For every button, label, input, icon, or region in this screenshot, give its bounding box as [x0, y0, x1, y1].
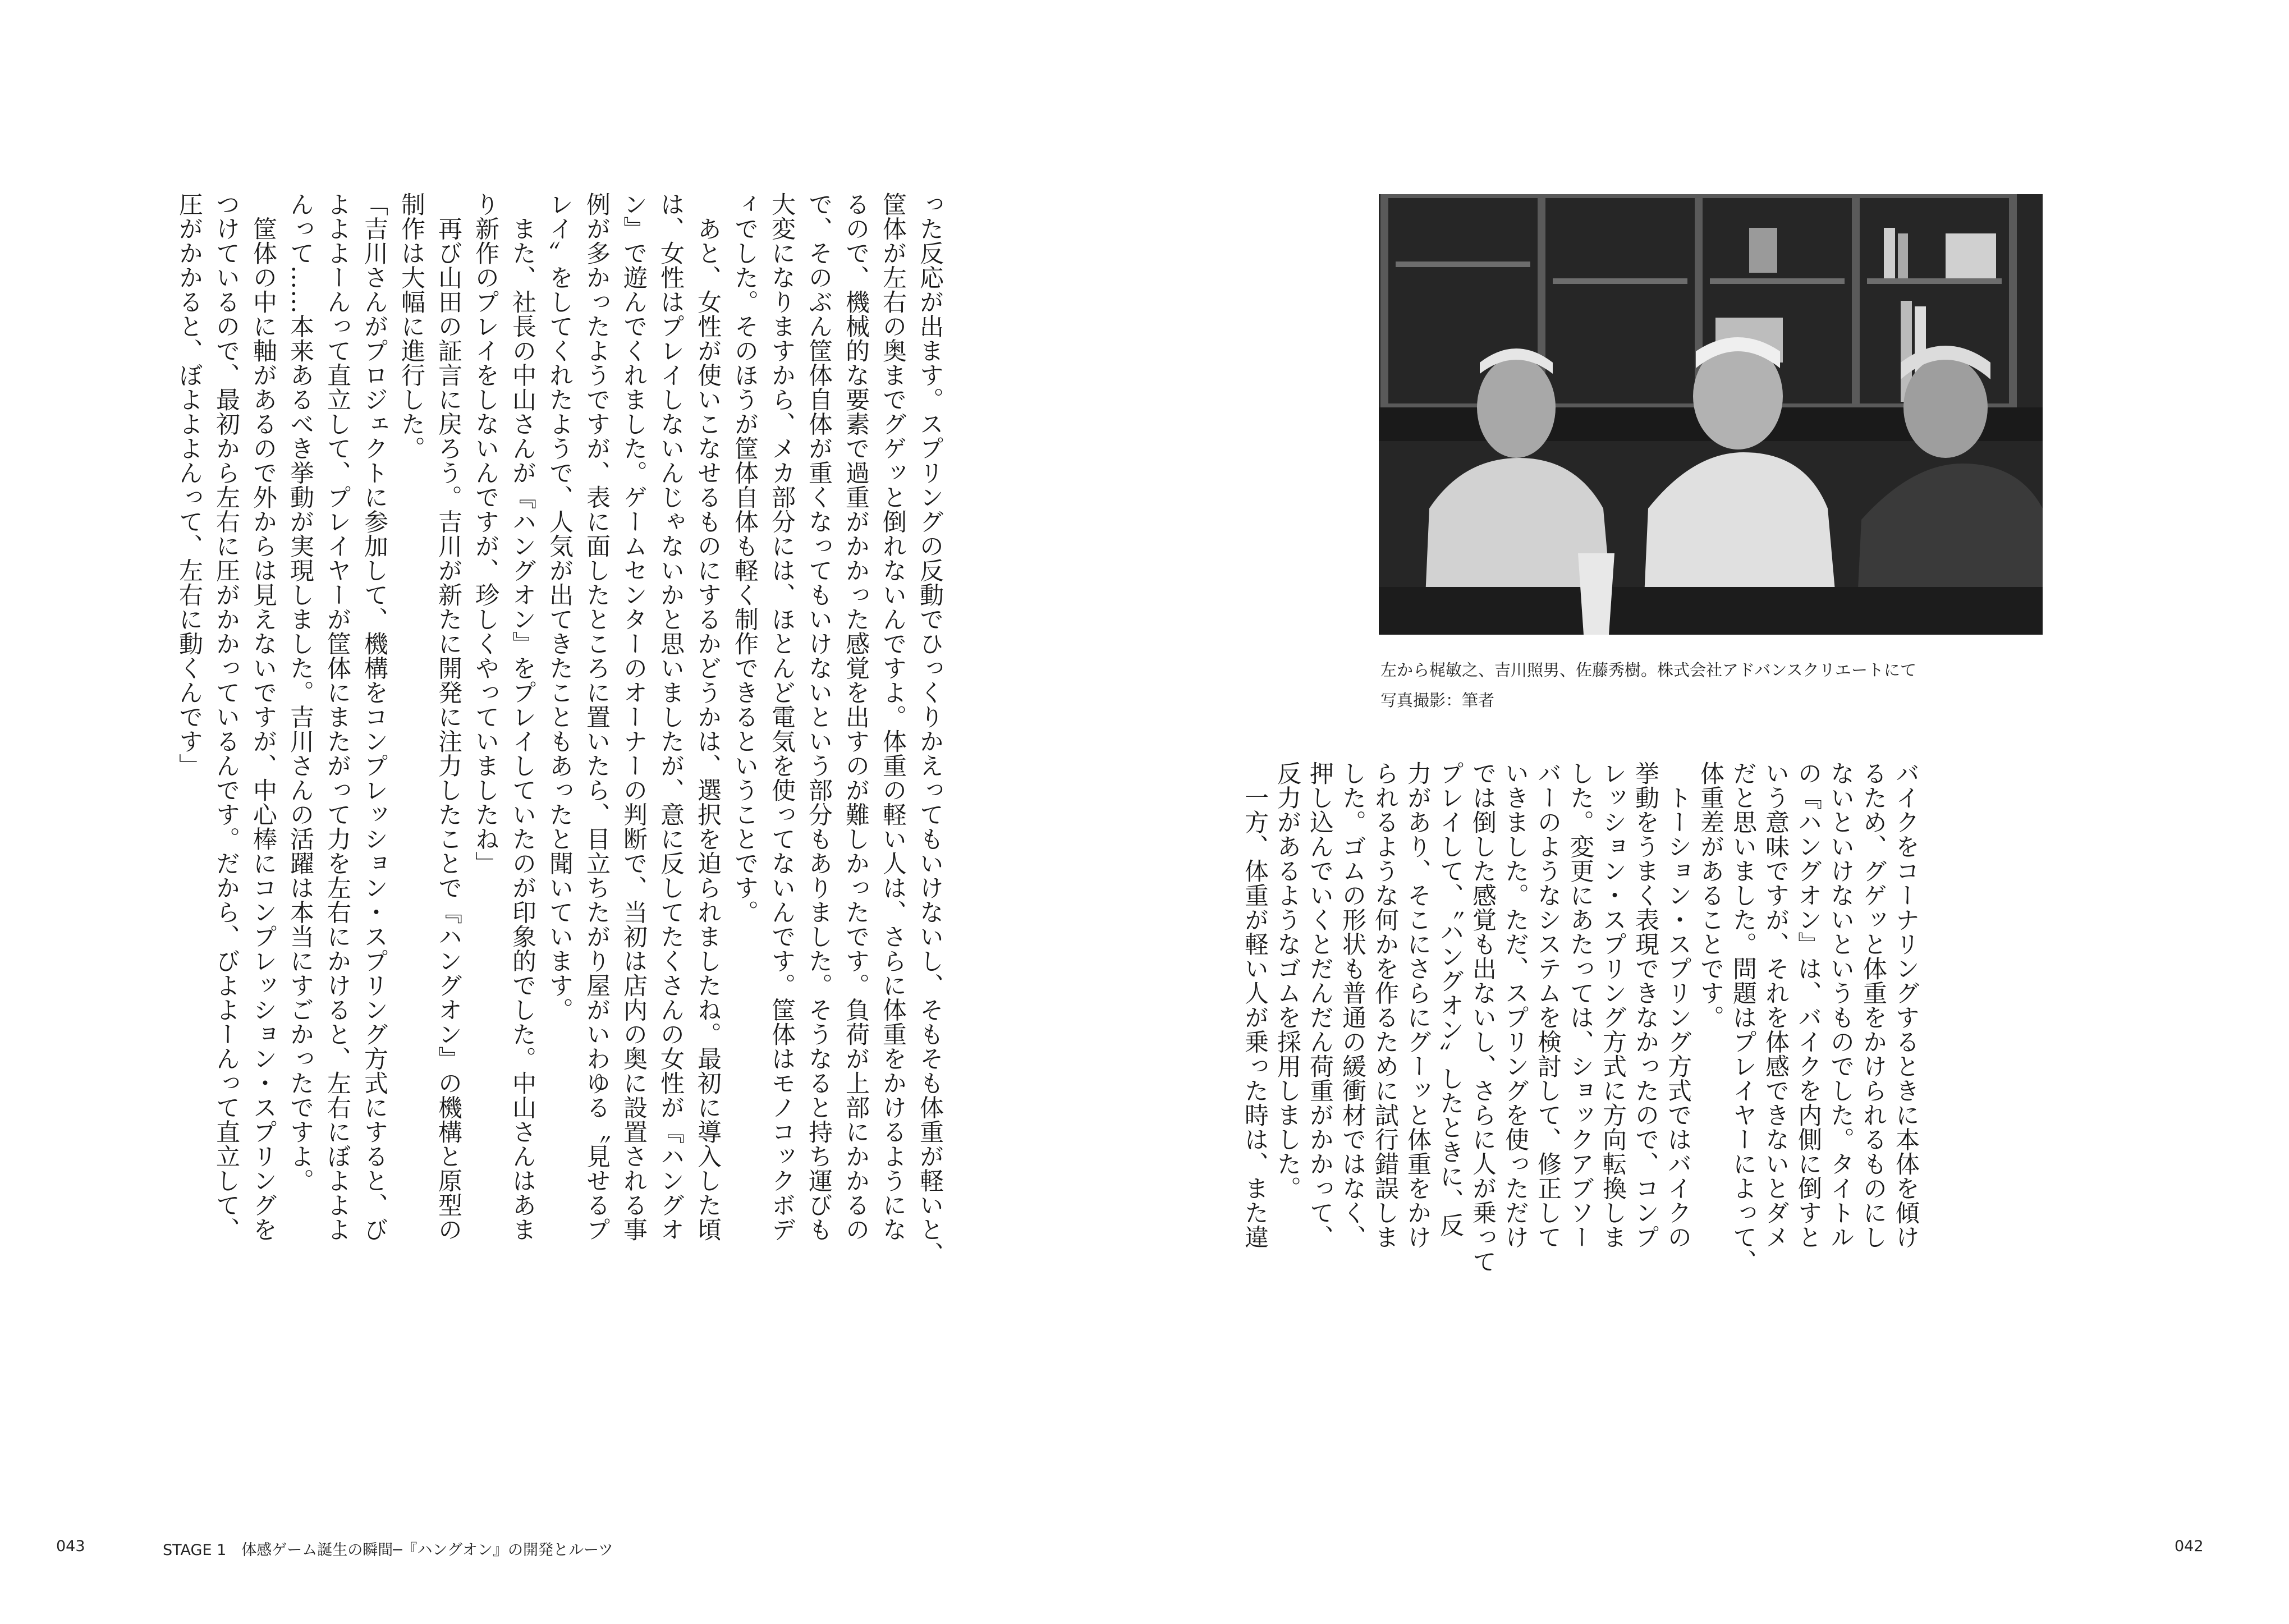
text-column: 押し込んでいくとだんだん荷重がかかって、 [1306, 761, 1334, 1249]
text-column: 大変になりますから、メカ部分には、ほとんど電気を使ってないんです。筐体はモノコックボデ [768, 192, 796, 1242]
text-column: った反応が出ます。スプリングの反動でひっくりかえってもいけないし、そもそも体重が軽いと、 [916, 192, 944, 1266]
text-column: ィでした。そのほうが筐体自体も軽く制作できるということです。 [731, 192, 759, 924]
text-column: で、そのぶん筐体自体が重くなってもいけないという部分もありました。そうなると持ち運びも [805, 192, 833, 1242]
text-column: プレイして、〝ハングオン〟したときに、反 [1436, 761, 1464, 1237]
text-column: いう意味ですが、それを体感できないとダメ [1762, 761, 1790, 1249]
photo-caption: 左から梶敏之、吉川照男、佐藤秀樹。株式会社アドバンスクリエートにて [1380, 660, 1916, 680]
text-column: 「吉川さんがプロジェクトに参加して、機構をコンプレッション・スプリング方式にすると、び [360, 192, 388, 1242]
text-column: トーション・スプリング方式ではバイクの [1664, 761, 1692, 1249]
text-column: 制作は大幅に進行した。 [397, 192, 425, 461]
running-head: STAGE 1 体感ゲーム誕生の瞬間─『ハングオン』の開発とルーツ [163, 1542, 613, 1559]
text-column: るため、グゲッと体重をかけられるものにし [1859, 761, 1887, 1249]
text-column: 体重差があることです。 [1696, 761, 1724, 1030]
text-column: るので、機械的な要素で過重がかかった感覚を出すのが難しかったです。負荷が上部にかかるの [842, 192, 870, 1242]
text-column: の『ハングオン』は、バイクを内側に倒すと [1794, 761, 1822, 1249]
text-column: 筐体が左右の奥までグゲッと倒れないんですよ。体重の軽い人は、さらに体重をかけるようにな [879, 192, 907, 1242]
text-column: よよよーんって直立して、プレイヤーが筐体にまたがって力を左右にかけると、左右にぼよよよ [323, 192, 351, 1242]
text-column: り新作のプレイをしないんですが、珍しくやっていましたね」 [471, 192, 499, 875]
photo-credit: 写真撮影：筆者 [1380, 691, 1495, 710]
text-column: つけているので、最初から左右に圧がかかっているんです。だから、びよよーんって直立して、 [212, 192, 240, 1242]
text-column: 一方、体重が軽い人が乗った時は、また違 [1241, 761, 1269, 1249]
text-column: ン』で遊んでくれました。ゲームセンターのオーナーの判断で、当初は店内の奥に設置される事 [620, 192, 648, 1242]
page-number-left: 043 [56, 1538, 85, 1555]
text-column: また、社長の中山さんが『ハングオン』をプレイしていたのが印象的でした。中山さんはあま [508, 192, 536, 1242]
text-column: いきました。ただ、スプリングを使っただけ [1501, 761, 1529, 1249]
text-column: 圧がかかると、ぼよよよんって、左右に動くんです」 [175, 192, 203, 778]
left-page-body-text [171, 192, 948, 1266]
text-column: られるような何かを作るために試行錯誤しま [1371, 761, 1399, 1249]
text-column: 反力があるようなゴムを採用しました。 [1273, 761, 1301, 1200]
text-column: した。変更にあたっては、ショックアブソー [1566, 761, 1594, 1249]
text-column: 筐体の中に軸があるので外からは見えないですが、中心棒にコンプレッション・スプリングを [249, 192, 277, 1242]
text-column: 再び山田の証言に戻ろう。吉川が新たに開発に注力したことで『ハングオン』の機構と原型の [434, 192, 462, 1242]
text-column: 挙動をうまく表現できなかったので、コンプ [1631, 761, 1659, 1249]
text-column: では倒した感覚も出ないし、さらに人が乗って [1469, 761, 1497, 1274]
group-photo [1379, 194, 2043, 635]
text-column: した。ゴムの形状も普通の緩衝材ではなく、 [1338, 761, 1366, 1249]
text-column: あと、女性が使いこなせるものにするかどうかは、選択を迫られましたね。最初に導入した頃 [694, 192, 722, 1242]
text-column: バイクをコーナリングするときに本体を傾け [1892, 761, 1920, 1249]
text-column: だと思いました。問題はプレイヤーによって、 [1729, 761, 1757, 1274]
text-column: ないといけないというものでした。タイトル [1827, 761, 1855, 1249]
text-column: バーのようなシステムを検討して、修正して [1534, 761, 1562, 1249]
text-column: んって……本来あるべき挙動が実現しました。吉川さんの活躍は本当にすごかったですよ。 [286, 192, 314, 1193]
text-column: レイ〟をしてくれたようで、人気が出てきたこともあったと聞いています。 [545, 192, 574, 1022]
text-column: は、女性はプレイしないんじゃないかと思いましたが、意に反してたくさんの女性が『ハングオ [657, 192, 685, 1242]
page-number-right: 042 [2175, 1538, 2204, 1555]
text-column: 例が多かったようですが、表に面したところに置いたら、目立ちたがり屋がいわゆる〝見せるプ [582, 192, 611, 1242]
right-page-body-text [1238, 761, 1922, 1277]
text-column: 力があり、そこにさらにグーッと体重をかけ [1403, 761, 1432, 1249]
text-column: レッション・スプリング方式に方向転換しま [1599, 761, 1627, 1249]
